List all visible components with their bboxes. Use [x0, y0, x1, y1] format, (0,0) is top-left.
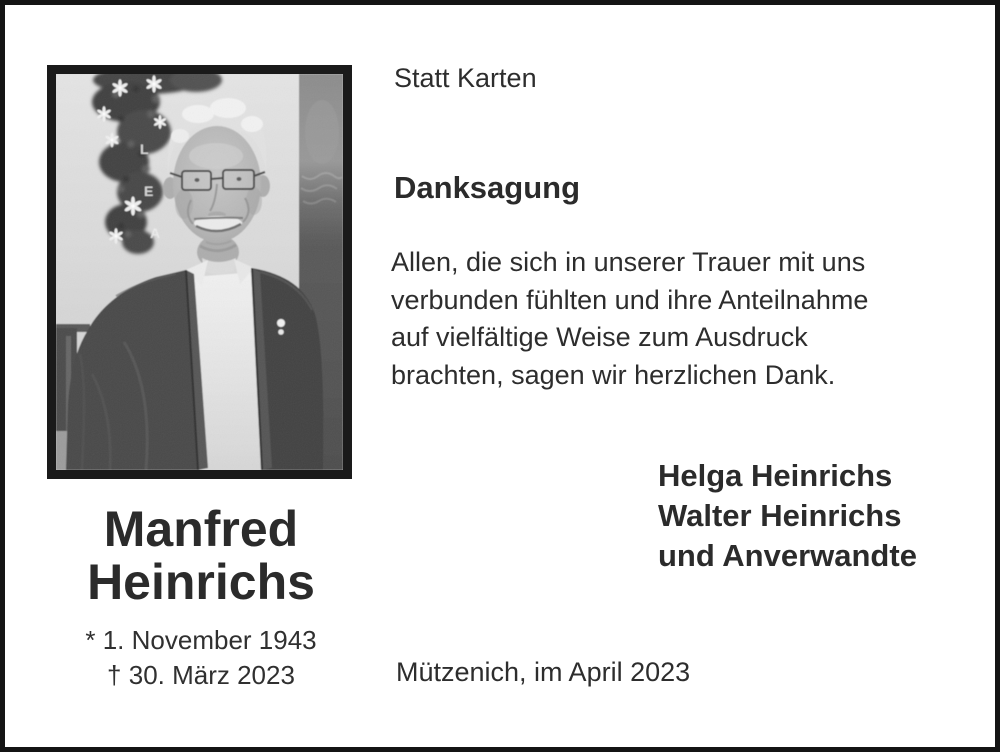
message-line: brachten, sagen wir herzlichen Dank.	[391, 359, 836, 390]
thank-you-message	[391, 244, 868, 394]
wreath-letter-a: A	[150, 225, 161, 241]
photo-grain-overlay	[56, 74, 343, 470]
deceased-block	[40, 503, 362, 693]
mourner-name: und Anverwandte	[658, 538, 917, 573]
birth-date: * 1. November 1943	[85, 625, 317, 655]
deceased-name	[40, 503, 362, 609]
message-line: verbunden fühlten und ihre Anteilnahme	[391, 284, 869, 315]
message-line: Allen, die sich in unserer Trauer mit uns	[391, 247, 866, 277]
deceased-last-name: Heinrichs	[87, 554, 315, 610]
wreath-letter-l: L	[140, 141, 149, 157]
death-date: † 30. März 2023	[107, 660, 295, 690]
deceased-first-name: Manfred	[103, 501, 299, 557]
mourner-name: Walter Heinrichs	[658, 498, 902, 533]
place-date: Mützenich, im April 2023	[396, 657, 691, 687]
mourner-name: Helga Heinrichs	[658, 458, 893, 493]
mourners-list	[658, 456, 917, 576]
portrait-photo-frame	[47, 65, 352, 479]
danksagung-title: Danksagung	[394, 170, 581, 205]
portrait-photo-illustration	[56, 74, 343, 470]
life-dates	[40, 623, 362, 693]
statt-karten-label: Statt Karten	[394, 63, 537, 93]
wreath-letter-e: E	[144, 183, 154, 199]
message-line: auf vielfältige Weise zum Ausdruck	[391, 322, 808, 352]
